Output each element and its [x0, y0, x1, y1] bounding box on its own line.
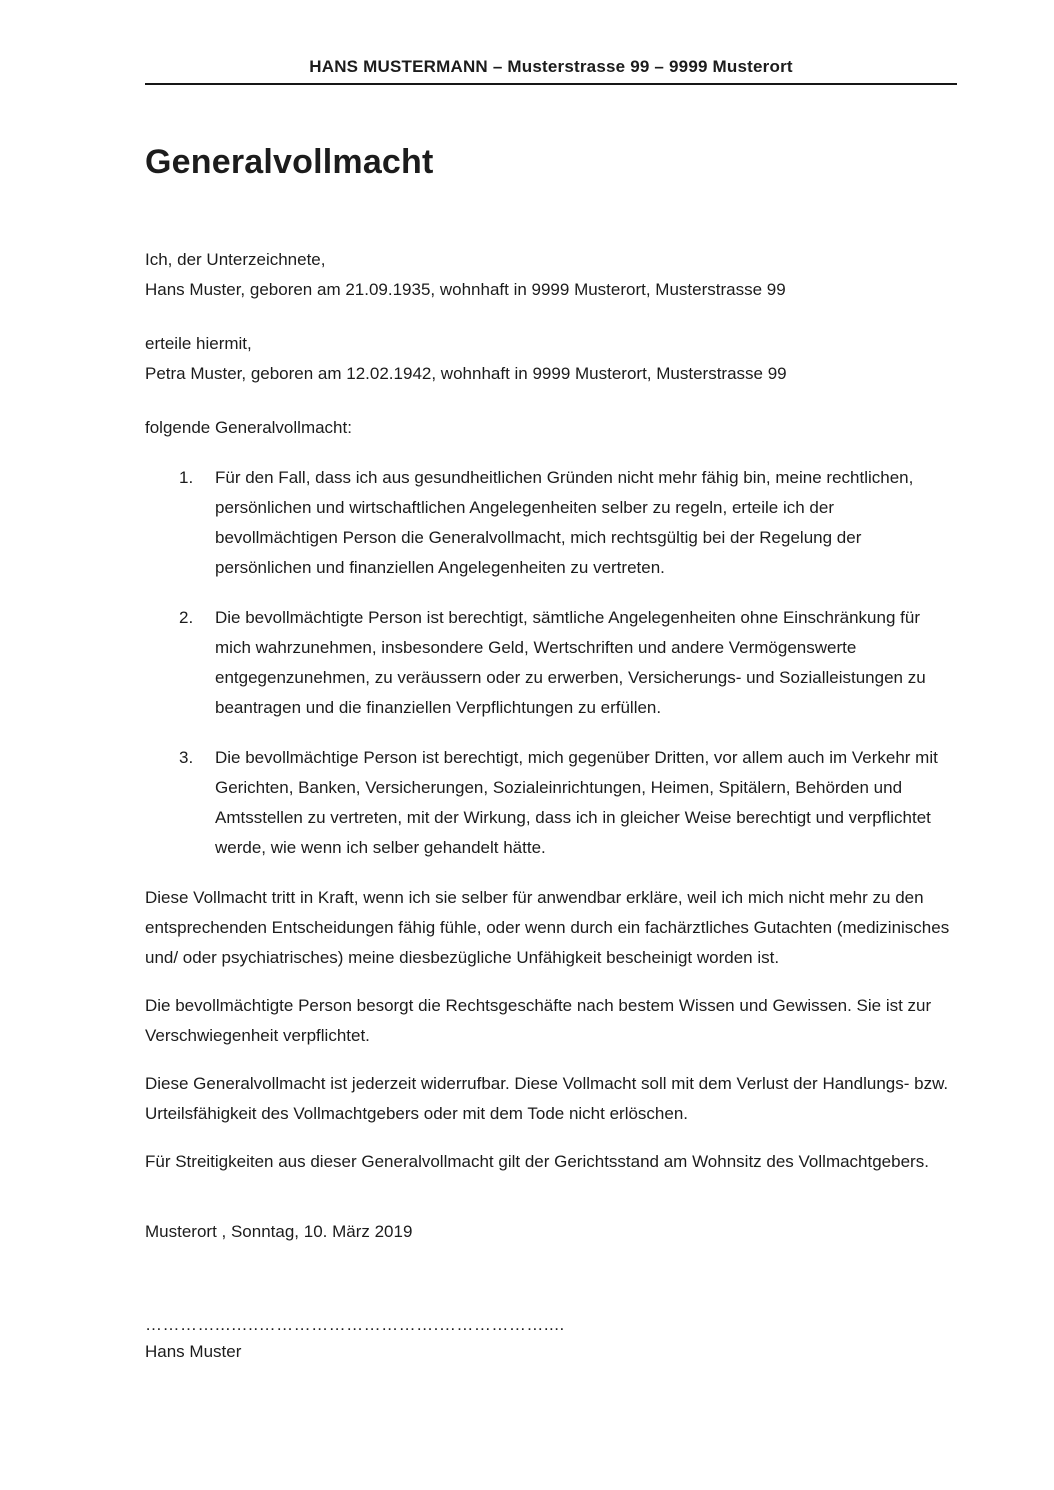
- paragraph-sorgfaltspflicht: Die bevollmächtigte Person besorgt die Rechtsgeschäfte nach bestem Wissen und Gewissen. Sie ist zur Verschwiegenheit verpflichtet.: [145, 996, 932, 1045]
- clause-number: 1.: [179, 468, 194, 487]
- agent-block: [145, 329, 957, 389]
- clause-list: [145, 463, 957, 863]
- letterhead: [145, 0, 957, 85]
- clause-text: Die bevollmächtige Person ist berechtigt, mich gegenüber Dritten, vor allem auch im Verkehr mit Gerichten, Banken, Versicherungen, Sozialeinrichtungen, Heimen, Spitälern, Behörden und Amtsstellen zu vertreten, mit der Wirkung, dass ich in gleicher Weise berechtigt und verpflichtet werde, wie wenn ich selber gehandelt hätte.: [215, 748, 938, 857]
- date-line: Musterort , Sonntag, 10. März 2019: [145, 1222, 413, 1241]
- clause-text: Für den Fall, dass ich aus gesundheitlichen Gründen nicht mehr fähig bin, meine rechtlichen, persönlichen und wirtschaftlichen Angelegenheiten selber zu regeln, erteile ich der bevollmächtigen Person die Generalvollmacht, mich rechtsgültig bei der Regelung der persönlichen und finanziellen Angelegenheiten zu vertreten.: [215, 468, 914, 577]
- intro-line-salutation: Ich, der Unterzeichnete,: [145, 250, 326, 269]
- document-title: Generalvollmacht: [145, 143, 434, 181]
- clause-number: 3.: [179, 748, 194, 767]
- signature-line: …………...…..………………………….………………....: [145, 1315, 565, 1334]
- clause-text: Die bevollmächtigte Person ist berechtigt, sämtliche Angelegenheiten ohne Einschränkung für mich wahrzunehmen, insbesondere Geld, Wertschriften und andere Vermögenswerte entgegenzunehmen, zu veräussern oder zu erwerben, Versicherungs- und Sozialleistungen zu beantragen und die finanziellen Verpflichtungen zu erfüllen.: [215, 608, 926, 717]
- agent-details: Petra Muster, geboren am 12.02.1942, wohnhaft in 9999 Musterort, Musterstrasse 99: [145, 364, 787, 383]
- clause-item-3: [145, 743, 957, 863]
- document-content: [145, 0, 957, 1367]
- signature-block: [145, 1313, 957, 1367]
- letterhead-rule: [145, 83, 957, 85]
- paragraph-inkrafttreten: Diese Vollmacht tritt in Kraft, wenn ich sie selber für anwendbar erkläre, weil ich mich nicht mehr zu den entsprechenden Entscheidungen fähig fühle, oder wenn durch ein fachärztliches Gutachten (medizinisches und/ oder psychiatrisches) meine diesbezügliche Unfähigkeit bescheinigt worden ist.: [145, 888, 950, 967]
- letterhead-text: HANS MUSTERMANN – Musterstrasse 99 – 9999 Musterort: [309, 57, 793, 76]
- signatory-name: Hans Muster: [145, 1342, 242, 1361]
- paragraph-gerichtsstand: Für Streitigkeiten aus dieser Generalvollmacht gilt der Gerichtsstand am Wohnsitz des Vollmachtgebers.: [145, 1152, 929, 1171]
- clause-item-2: [145, 603, 957, 723]
- intro-line-grant: erteile hiermit,: [145, 334, 252, 353]
- intro-lead: folgende Generalvollmacht:: [145, 418, 352, 437]
- paragraph-widerruf: Diese Generalvollmacht ist jederzeit widerrufbar. Diese Vollmacht soll mit dem Verlust der Handlungs- bzw. Urteilsfähigkeit des Vollmachtgebers oder mit dem Tode nicht erlöschen.: [145, 1074, 949, 1123]
- principal-block: [145, 245, 957, 305]
- clause-number: 2.: [179, 608, 194, 627]
- principal-details: Hans Muster, geboren am 21.09.1935, wohnhaft in 9999 Musterort, Musterstrasse 99: [145, 280, 786, 299]
- clause-item-1: [145, 463, 957, 583]
